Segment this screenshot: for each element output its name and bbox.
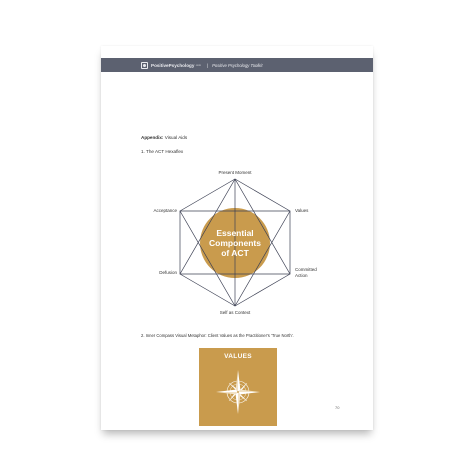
center-text-line3: of ACT <box>221 248 249 258</box>
brand-suffix: .com <box>195 63 202 67</box>
center-text-line2: Components <box>209 238 261 248</box>
document-title: Positive Psychology Toolkit <box>212 62 263 68</box>
values-label: VALUES <box>224 353 252 360</box>
label-committed-action-1: Committed <box>295 267 317 272</box>
label-defusion: Defusion <box>159 270 177 275</box>
center-text-line1: Essential <box>216 228 254 238</box>
compass-rose-icon <box>199 348 277 426</box>
label-present-moment: Present Moment <box>218 170 252 175</box>
section1-heading: 1. The ACT Hexaflex <box>141 149 184 154</box>
label-self-as-context: Self as Context <box>219 310 251 315</box>
appendix-label: Appendix: <box>141 135 164 140</box>
values-compass-tile <box>199 348 277 426</box>
label-values: Values <box>295 208 309 213</box>
label-acceptance: Acceptance <box>153 208 177 213</box>
appendix-title: Visual Aids <box>163 135 188 140</box>
page-number: 70 <box>335 405 340 410</box>
document-page <box>101 46 373 430</box>
brand-name: PositivePsychology <box>151 62 195 68</box>
section2-heading: 2. Inner Compass Visual Metaphor: Client Values as the Practitioner's 'True North'. <box>141 333 294 338</box>
header-separator: | <box>207 62 209 68</box>
label-committed-action-2: Action <box>295 273 308 278</box>
